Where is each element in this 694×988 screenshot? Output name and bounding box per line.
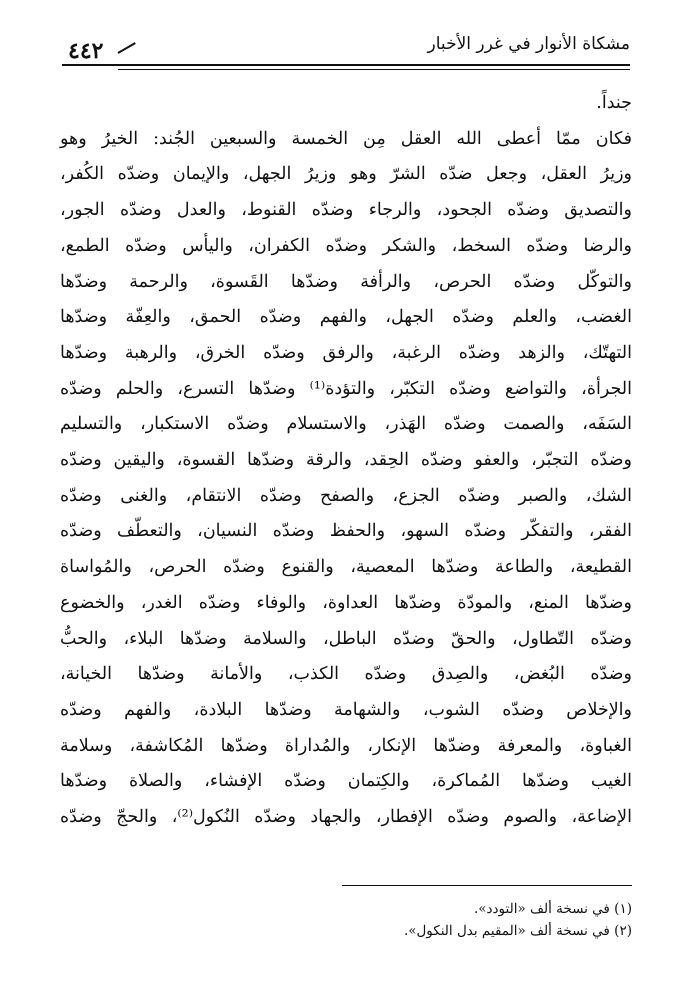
- header-rule: [62, 64, 630, 66]
- text-line: وزيرُ العقل، وجعل ضدّه الشرّ وهو وزيرُ الجهل، والإيمان وضدّه الكُفر،: [60, 164, 632, 185]
- text-line: والإخلاص وضدّه الشوب، والشهامة وضدّها البلادة، والفهم وضدّه: [60, 699, 632, 720]
- body-text: [60, 86, 632, 836]
- page-number: ٤٤٢: [68, 38, 104, 64]
- text-line: وضدّه البُغض، والصِدق وضدّه الكذب، والأمانة وضدّها الخيانة،: [60, 664, 632, 685]
- footnotes: [200, 898, 632, 942]
- text-line: جنداً.: [596, 93, 632, 113]
- text-line: وضدّه التّطاول، والحقّ وضدّه الباطل، والسلامة وضدّها البلاء، والحبُّ: [60, 628, 632, 649]
- text-line: وضدّها المنع، والمودّة وضدّها العداوة، والوفاء وضدّه الغدر، والخضوع: [60, 592, 632, 613]
- text-line: وضدّه التجبّر، والعفو وضدّه الحِقد، والرقة وضدّها القسوة، واليقين وضدّه: [60, 450, 632, 471]
- text-line: والتصديق وضدّه الجحود، والرجاء وضدّه القنوط، والعدل وضدّه الجور،: [60, 200, 632, 221]
- text-line: الغيب وضدّها المُماكرة، والكِتمان وضدّه الإفشاء، والصلاة وضدّها: [60, 771, 632, 792]
- text-line: والتوكّل وضدّه الحرص، والرأفة وضدّها القَسوة، والرحمة وضدّها: [60, 271, 632, 292]
- text-line: الشك، والصبر وضدّه الجزع، والصفح وضدّه الانتقام، والغنى وضدّه: [60, 485, 632, 506]
- header-rule-corner: [118, 42, 136, 54]
- header-rule-thin: [118, 69, 630, 70]
- text-line: والرضا وضدّه السخط، والشكر وضدّه الكفران، واليأس وضدّه الطمع،: [60, 235, 632, 256]
- text-line: الغباوة، والمعرفة وضدّها الإنكار، والمُداراة وضدّها المُكاشفة، وسلامة: [60, 735, 632, 756]
- footnote-1: (١) في نسخة ألف «التودد».: [473, 901, 632, 917]
- text-line: الفقر، والتفكّر وضدّه السهو، والحفظ وضدّه النسيان، والتعطّف وضدّه: [60, 521, 632, 542]
- text-line: فكان ممّا أعطى الله العقل مِن الخمسة والسبعين الجُند: الخيرُ وهو: [60, 128, 632, 149]
- footnote-2: (٢) في نسخة ألف «المقيم بدل النكول».: [403, 923, 632, 939]
- running-header: [62, 28, 630, 70]
- text-line: الإضاعة، والصوم وضدّه الإفطار، والجهاد وضدّه النُكول⁽²⁾، والحجّ وضدّه: [60, 807, 632, 828]
- text-line: السَفَه، والصمت وضدّه الهَذر، والاستسلام وضدّه الاستكبار، والتسليم: [60, 414, 632, 435]
- text-line: الغضب، والعلم وضدّه الجهل، والفهم وضدّه الحمق، والعِفّة وضدّها: [60, 307, 632, 328]
- text-line: التهتّك، والزهد وضدّه الرغبة، والرفق وضدّه الخرق، والرهبة وضدّها: [60, 342, 632, 363]
- book-title: مشكاة الأنوار في غرر الأخبار: [427, 34, 630, 54]
- text-line: الجرأة، والتواضع وضدّه التكبّر، والتؤدة⁽¹⁾ وضدّها التسرع، والحلم وضدّه: [60, 378, 632, 399]
- footnote-separator: [342, 885, 632, 886]
- text-line: القطيعة، والطاعة وضدّها المعصية، والقنوع وضدّه الحرص، والمُواساة: [60, 557, 632, 578]
